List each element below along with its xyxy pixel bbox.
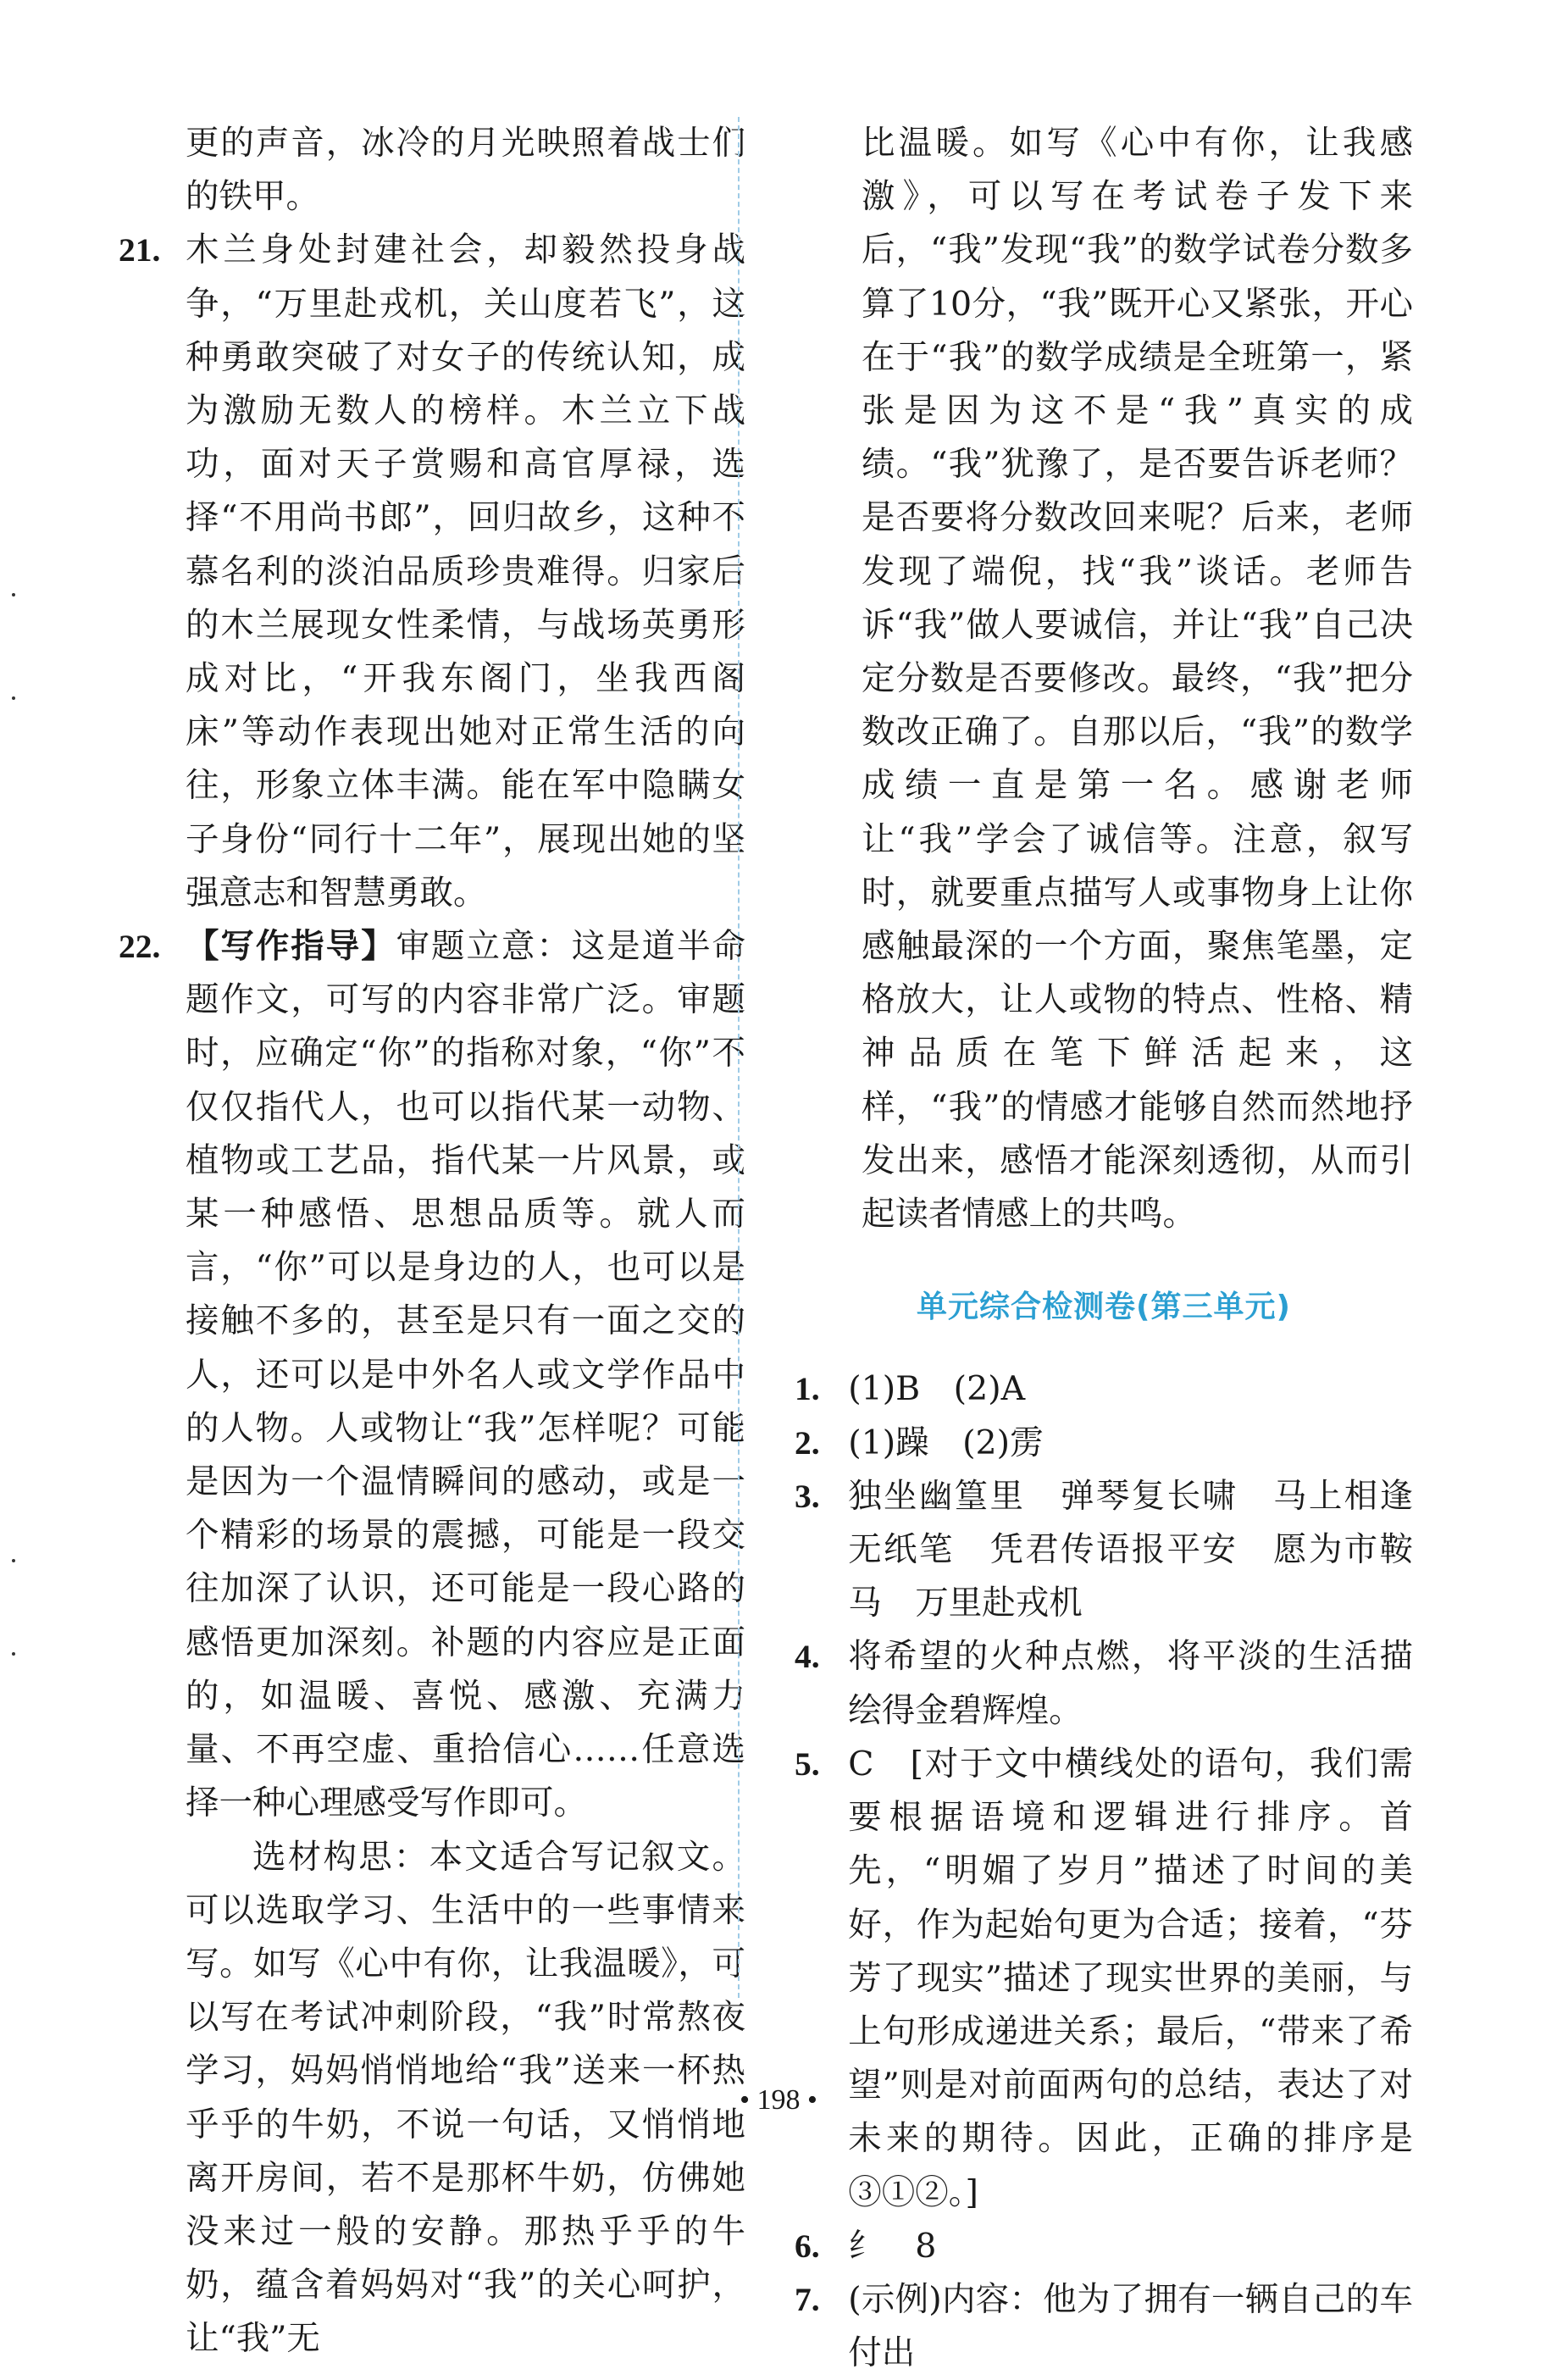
answer-21 bbox=[119, 224, 745, 920]
answer-item bbox=[795, 1630, 1413, 1737]
question-number: 1. bbox=[795, 1370, 820, 1408]
answer-item bbox=[795, 1417, 1413, 1470]
answer-text: (1)躁 (2)雳 bbox=[848, 1423, 1044, 1462]
answer-text: (示例)内容：他为了拥有一辆自己的车付出 bbox=[848, 2279, 1413, 2373]
page-number: • 198 • bbox=[740, 2084, 817, 2116]
answer-item bbox=[795, 1470, 1413, 1631]
question-number: 2. bbox=[795, 1423, 820, 1462]
answer-item bbox=[795, 2220, 1413, 2273]
q22-continuation: 比温暖。如写《心中有你，让我感激》，可以写在考试卷子发下来后，“我”发现“我”的数学试卷分数多算了10分，“我”既开心又紧张，开心在于“我”的数学成绩是全班第一，紧张是因为这不是“我”真实的成绩。“我”犹豫了，是否要告诉老师？是否要将分数改回来呢？后来，老师发现了端倪，找“我”谈话。老师告诉“我”做人要诚信，并让“我”自己决定分数是否要修改。最终，“我”把分数改正确了。自那以后，“我”的数学成绩一直是第一名。感谢老师让“我”学会了诚信等。注意，叙写时，就要重点描写人或事物身上让你感触最深的一个方面，聚焦笔墨，定格放大，让人或物的特点、性格、精神品质在笔下鲜活起来，这样，“我”的情感才能够自然而然地抒发出来，感悟才能深刻透彻，从而引起读者情感上的共鸣。 bbox=[862, 124, 1413, 1234]
q20-continuation: 更的声音，冰冷的月光映照着战士们的铁甲。 bbox=[186, 124, 745, 217]
scan-mark bbox=[12, 1652, 15, 1656]
writing-guide-tag: 【写作指导】 bbox=[186, 927, 396, 967]
question-number: 22. bbox=[119, 928, 161, 966]
left-column bbox=[119, 117, 745, 2366]
question-number: 21. bbox=[119, 231, 161, 269]
answer-text: (1)B (2)A bbox=[848, 1369, 1026, 1409]
question-number: 6. bbox=[795, 2227, 820, 2265]
question-number: 5. bbox=[795, 1745, 820, 1783]
answer-22 bbox=[119, 920, 745, 1830]
answer-text: C [对于文中横线处的语句，我们需要根据语境和逻辑进行排序。首先，“明媚了岁月”描述了时间的美好，作为起始句更为合适；接着，“芬芳了现实”描述了现实世界的美丽，与上句形成递进关系；最后，“带来了希望”则是对前面两句的总结，表达了对未来的期待。因此，正确的排序是③①②。] bbox=[848, 1744, 1413, 2212]
answer-text: 审题立意：这是道半命题作文，可写的内容非常广泛。审题时，应确定“你”的指称对象，“你”不仅仅指代人，也可以指代某一动物、植物或工艺品，指代某一片风景，或某一种感悟、思想品质等。就人而言，“你”可以是身边的人，也可以是接触不多的，甚至是只有一面之交的人，还可以是中外名人或文学作品中的人物。人或物让“我”怎样呢？可能是因为一个温情瞬间的感动，或是一个精彩的场景的震撼，可能是一段交往加深了认识，还可能是一段心路的感悟更加深刻。补题的内容应是正面的，如温暖、喜悦、感激、充满力量、不再空虚、重拾信心……任意选择一种心理感受写作即可。 bbox=[186, 927, 746, 1823]
question-number: 4. bbox=[795, 1638, 820, 1676]
column-divider bbox=[738, 117, 740, 1998]
scan-mark bbox=[12, 696, 15, 700]
right-column bbox=[795, 117, 1413, 2380]
answer-text: 将希望的火种点燃，将平淡的生活描绘得金碧辉煌。 bbox=[848, 1637, 1413, 1730]
question-number: 7. bbox=[795, 2280, 820, 2318]
answer-item bbox=[795, 2273, 1413, 2380]
scan-mark bbox=[12, 1559, 15, 1562]
answer-text: 纟 8 bbox=[848, 2226, 937, 2266]
question-number: 3. bbox=[795, 1477, 820, 1515]
scan-mark bbox=[12, 593, 15, 596]
section-heading: 单元综合检测卷(第三单元) bbox=[917, 1290, 1291, 1325]
answer-item bbox=[795, 1738, 1413, 2220]
answer-22-para2: 选材构思：本文适合写记叙文。可以选取学习、生活中的一些事情来写。如写《心中有你，让我温暖》，可以写在考试冲刺阶段，“我”时常熬夜学习，妈妈悄悄地给“我”送来一杯热乎乎的牛奶，不说一句话，又悄悄地离开房间，若不是那杯牛奶，仿佛她没来过一般的安静。那热乎乎的牛奶，蕴含着妈妈对“我”的关心呵护，让“我”无 bbox=[186, 1837, 745, 2359]
answer-text: 独坐幽篁里 弹琴复长啸 马上相逢无纸笔 凭君传语报平安 愿为市鞍马 万里赴戎机 bbox=[848, 1476, 1413, 1623]
answer-item bbox=[795, 1362, 1413, 1416]
answer-text: 木兰身处封建社会，却毅然投身战争，“万里赴戎机，关山度若飞”，这种勇敢突破了对女子的传统认知，成为激励无数人的榜样。木兰立下战功，面对天子赏赐和高官厚禄，选择“不用尚书郎”，回归故乡，这种不慕名利的淡泊品质珍贵难得。归家后的木兰展现女性柔情，与战场英勇形成对比，“开我东阁门，坐我西阁床”等动作表现出她对正常生活的向往，形象立体丰满。能在军中隐瞒女子身份“同行十二年”，展现出她的坚强意志和智慧勇敢。 bbox=[186, 230, 745, 913]
